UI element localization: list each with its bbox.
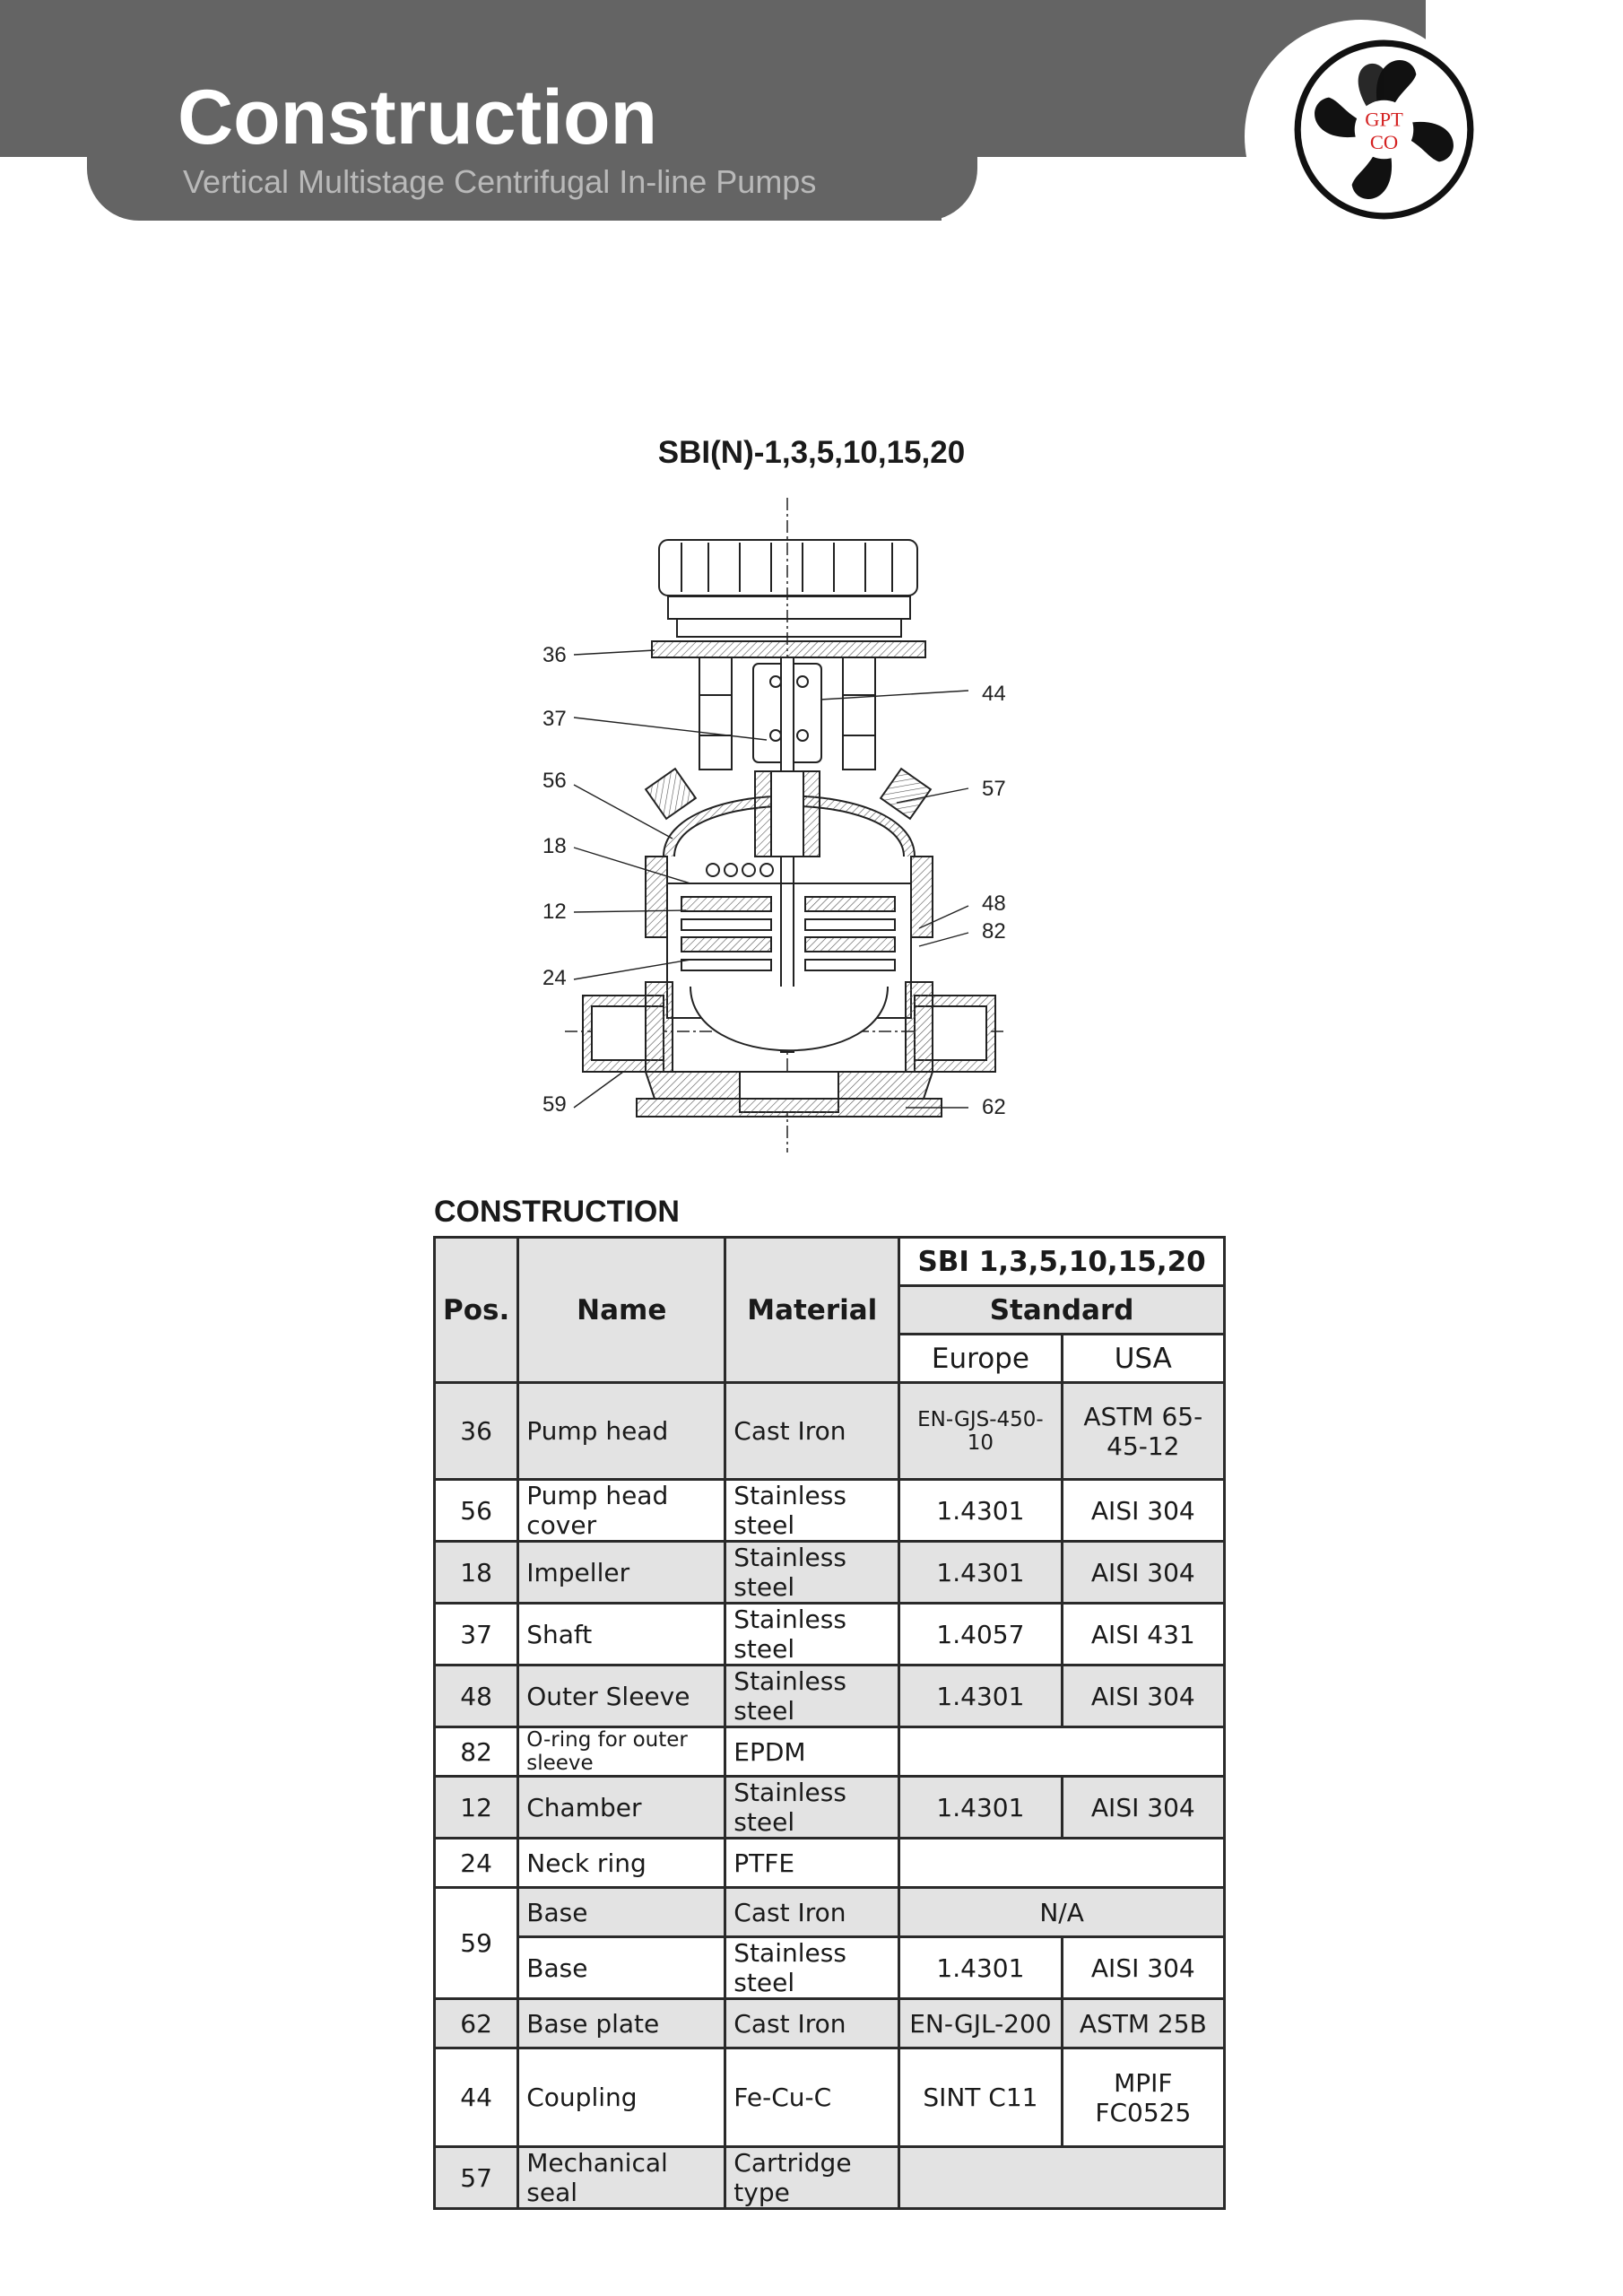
table-row: Base Stainless steel 1.4301 AISI 304	[435, 1937, 1225, 1999]
callout-24: 24	[542, 966, 567, 990]
pump-cross-section	[520, 498, 1004, 1152]
callout-57: 57	[982, 777, 1006, 801]
svg-text:CO: CO	[1369, 131, 1399, 154]
table-row: 36 Pump head Cast Iron EN-GJS-450-10 ASTM 65-45-12	[435, 1383, 1225, 1480]
table-row: 59 Base Cast Iron N/A	[435, 1888, 1225, 1937]
table-row: 48 Outer Sleeve Stainless steel 1.4301 AISI 304	[435, 1665, 1225, 1727]
table-row: 37 Shaft Stainless steel 1.4057 AISI 431	[435, 1604, 1225, 1665]
table-row: 18 Impeller Stainless steel 1.4301 AISI 304	[435, 1542, 1225, 1604]
callout-48: 48	[982, 891, 1006, 916]
table-row: 12 Chamber Stainless steel 1.4301 AISI 304	[435, 1777, 1225, 1839]
callout-18: 18	[542, 834, 567, 858]
svg-text:GPT: GPT	[1365, 108, 1403, 131]
table-row: 44 Coupling Fe-Cu-C SINT C11 MPIF FC0525	[435, 2048, 1225, 2147]
header-standard: Standard	[899, 1286, 1225, 1335]
page-title: Construction	[178, 74, 658, 161]
callout-44: 44	[982, 682, 1006, 706]
header-pos: Pos.	[435, 1238, 518, 1383]
table-row: 62 Base plate Cast Iron EN-GJL-200 ASTM 25B	[435, 1999, 1225, 2048]
callout-36: 36	[542, 643, 567, 667]
callout-56: 56	[542, 769, 567, 793]
header-europe: Europe	[899, 1335, 1062, 1383]
model-title: SBI(N)-1,3,5,10,15,20	[657, 435, 966, 470]
table-row: 24 Neck ring PTFE	[435, 1839, 1225, 1888]
page-subtitle: Vertical Multistage Centrifugal In-line Pumps	[183, 163, 817, 200]
callout-82: 82	[982, 919, 1006, 944]
callout-12: 12	[542, 900, 567, 924]
header-material: Material	[725, 1238, 899, 1383]
construction-table	[433, 1236, 1226, 2210]
callout-37: 37	[542, 707, 567, 731]
gpt-co-logo	[1292, 38, 1476, 222]
section-title: CONSTRUCTION	[434, 1195, 680, 1229]
table-row: 82 O-ring for outer sleeve EPDM	[435, 1727, 1225, 1777]
callout-59: 59	[542, 1092, 567, 1117]
callout-62: 62	[982, 1095, 1006, 1119]
table-row: 57 Mechanical seal Cartridge type	[435, 2147, 1225, 2209]
header-usa: USA	[1062, 1335, 1224, 1383]
table-row: 56 Pump head cover Stainless steel 1.4301 AISI 304	[435, 1480, 1225, 1542]
header-model: SBI 1,3,5,10,15,20	[899, 1238, 1225, 1286]
header-name: Name	[518, 1238, 725, 1383]
